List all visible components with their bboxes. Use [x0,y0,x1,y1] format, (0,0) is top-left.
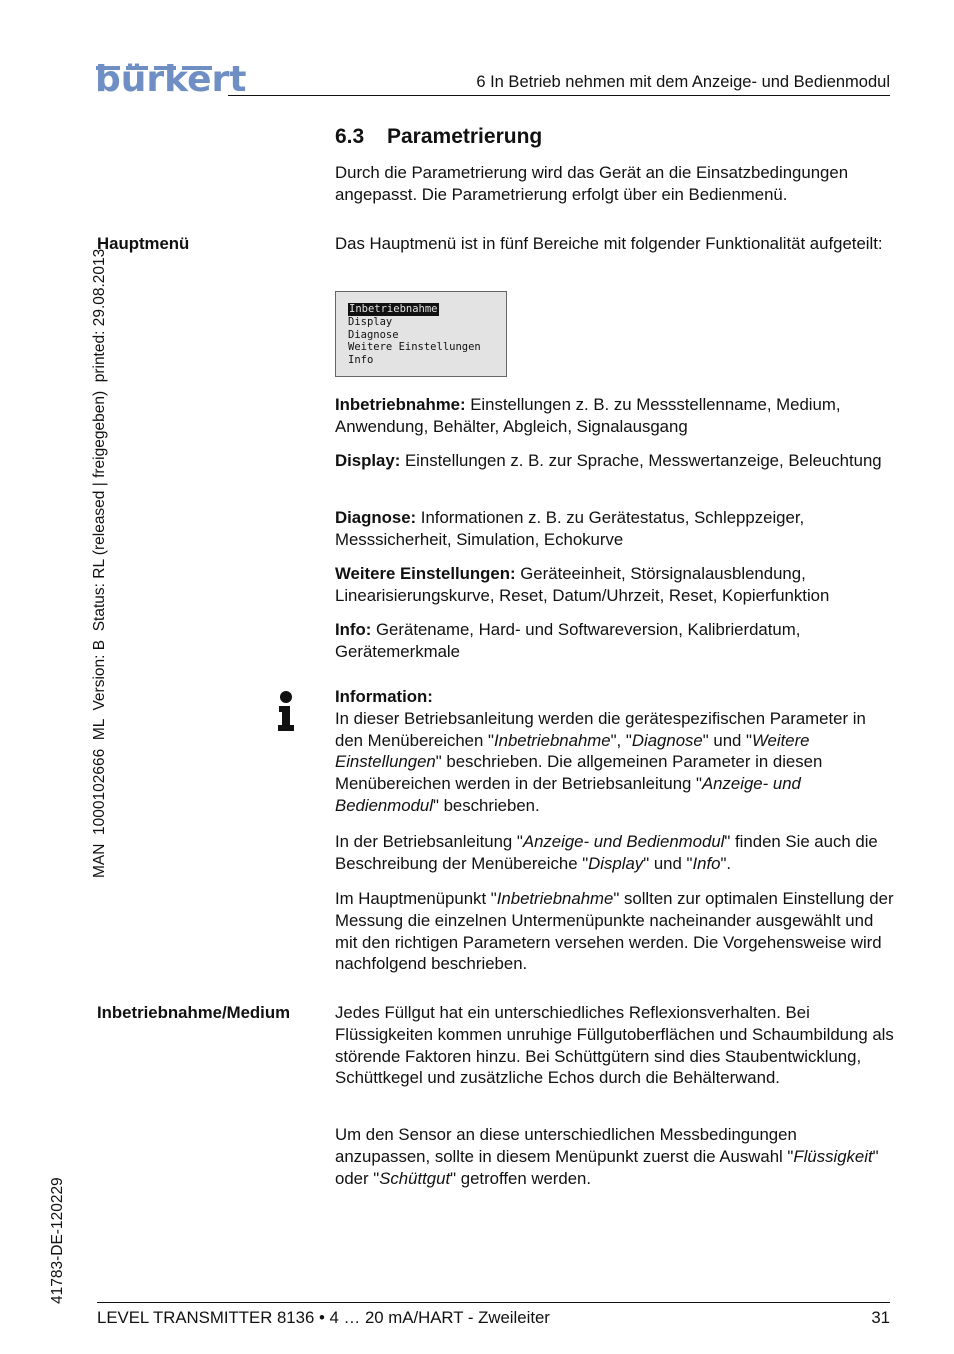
menu-item: Info [348,354,374,367]
information-paragraph-1: In dieser Betriebsanleitung werden die gerätespezifischen Parameter in den Menübereichen "Inbetriebnahme", "Diagnose" und "Weitere Einstellungen" beschrieben. Die allgemeinen Parameter in diesen Menübereichen werden in der Betriebsanleitung "Anzeige- und Bedienmodul" beschrieben. [335,708,866,815]
section-heading: Parametrierung [387,125,543,148]
section-title [335,124,542,150]
margin-note: MAN 1000102666 ML Version: B Status: RL (released | freigegeben) printed: 29.08.2013 [91,248,108,878]
chapter-header: 6 In Betrieb nehmen mit dem Anzeige- und Bedienmodul [476,73,890,91]
information-paragraph-2: In der Betriebsanleitung "Anzeige- und Bedienmodul" finden Sie auch die Beschreibung der Menübereiche "Display" und "Info". [335,832,878,873]
brand-logo: bürkert [95,59,247,100]
menu-item-selected: Inbetriebnahme [349,303,438,315]
medium-paragraph-1: Jedes Füllgut hat ein unterschiedliches Reflexionsverhalten. Bei Flüssigkeiten kommen unruhige Füllgutoberflächen und Schaumbildung als störende Faktoren hinzu. Bei Schüttgütern sind dies Staubentwicklung, Schüttkegel und zusätzliche Echos durch die Behälterwand. [335,1003,894,1088]
information-icon [277,690,297,732]
menu-item: Diagnose [348,328,399,341]
side-label-inbetriebnahme-medium: Inbetriebnahme/Medium [97,1003,291,1022]
page-number: 31 [871,1308,890,1327]
information-paragraph-3: Im Hauptmenüpunkt "Inbetriebnahme" sollten zur optimalen Einstellung der Messung die einzelnen Untermenüpunkte nacheinander ausgewählt und mit den richtigen Parametern versehen werden. Die Vorgehensweise wird nachfolgend beschrieben. [335,889,894,974]
area-description: Diagnose: Informationen z. B. zu Gerätestatus, Schleppzeiger, Messsicherheit, Simulation, Echokurve [335,508,805,549]
menu-item: Weitere Einstellungen [348,341,481,354]
menu-display-screenshot [335,291,507,377]
hauptmenu-paragraph: Das Hauptmenü ist in fünf Bereiche mit folgender Funktionalität aufgeteilt: [335,234,883,253]
side-label-hauptmenu: Hauptmenü [97,234,190,253]
area-description: Inbetriebnahme: Einstellungen z. B. zu Messstellenname, Medium, Anwendung, Behälter, Abgleich, Signalausgang [335,395,841,436]
area-description: Display: Einstellungen z. B. zur Sprache, Messwertanzeige, Beleuchtung [335,451,882,470]
document-code: 41783-DE-120229 [49,1177,66,1304]
header-divider [228,95,890,96]
information-block [335,686,895,817]
section-number: 6.3 [335,125,365,148]
area-description: Weitere Einstellungen: Geräteeinheit, Störsignalausblendung, Linearisierungskurve, Reset, Datum/Uhrzeit, Reset, Kopierfunktion [335,564,830,605]
intro-paragraph: Durch die Parametrierung wird das Gerät an die Einsatzbedingungen angepasst. Die Parametrierung erfolgt über ein Bedienmenü. [335,163,849,204]
information-heading: Information: [335,687,433,706]
footer-title: LEVEL TRANSMITTER 8136 • 4 … 20 mA/HART - Zweileiter [97,1308,550,1327]
medium-paragraph-2: Um den Sensor an diese unterschiedlichen Messbedingungen anzupassen, sollte in diesem Menüpunkt zuerst die Auswahl "Flüssigkeit" oder "Schüttgut" getroffen werden. [335,1125,879,1188]
footer-divider [97,1302,890,1303]
menu-item: Display [348,315,393,328]
area-description: Info: Gerätename, Hard- und Softwareversion, Kalibrierdatum, Gerätemerkmale [335,620,801,661]
